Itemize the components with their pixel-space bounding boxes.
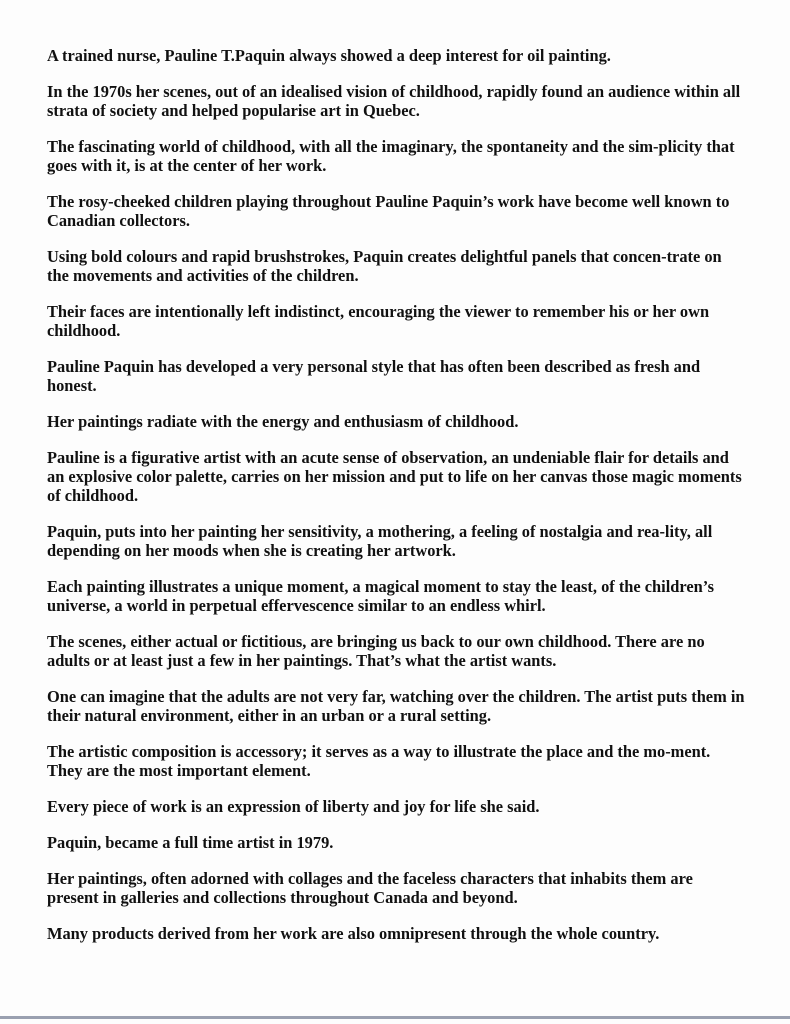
paragraph-energy: Her paintings radiate with the energy and enthusiasm of childhood. [47, 412, 519, 431]
paragraph-bold-colours: Using bold colours and rapid brushstrokes, Paquin creates delightful panels that concen-trate on the movements and activities of the children. [47, 247, 722, 285]
paragraph-liberty: Every piece of work is an expression of liberty and joy for life she said. [47, 797, 540, 816]
paragraph-full-time: Paquin, became a full time artist in 1979. [47, 833, 334, 852]
paragraph-unique-moment: Each painting illustrates a unique moment, a magical moment to stay the least, of the children’s universe, a world in perpetual effervescence similar to an endless whirl. [47, 577, 714, 615]
paragraph-childhood-world: The fascinating world of childhood, with all the imaginary, the spontaneity and the sim-plicity that goes with it, is at the center of her work. [47, 137, 735, 175]
paragraph-adults: One can imagine that the adults are not very far, watching over the children. The artist puts them in their natural environment, either in an urban or a rural setting. [47, 687, 745, 725]
paragraph-rosy-cheeked: The rosy-cheeked children playing throughout Pauline Paquin’s work have become well known to Canadian collectors. [47, 192, 730, 230]
paragraph-1970s: In the 1970s her scenes, out of an idealised vision of childhood, rapidly found an audience within all strata of society and helped popularise art in Quebec. [47, 82, 741, 120]
paragraph-composition: The artistic composition is accessory; it serves as a way to illustrate the place and the mo-ment. They are the most important element. [47, 742, 711, 780]
paragraph-scenes: The scenes, either actual or fictitious, are bringing us back to our own childhood. There are no adults or at least just a few in her paintings. That’s what the artist wants. [47, 632, 705, 670]
paragraph-galleries: Her paintings, often adorned with collages and the faceless characters that inhabits them are present in galleries and collections throughout Canada and beyond. [47, 869, 693, 907]
paragraph-products: Many products derived from her work are also omnipresent through the whole country. [47, 924, 660, 943]
paragraph-personal-style: Pauline Paquin has developed a very personal style that has often been described as fresh and honest. [47, 357, 701, 395]
paragraph-intro: A trained nurse, Pauline T.Paquin always showed a deep interest for oil painting. [47, 46, 611, 65]
document-body [47, 46, 747, 960]
paragraph-figurative-artist: Pauline is a figurative artist with an acute sense of observation, an undeniable flair for details and an explosive color palette, carries on her mission and put to life on her canvas those magic moments of childhood. [47, 448, 742, 505]
paragraph-sensitivity: Paquin, puts into her painting her sensitivity, a mothering, a feeling of nostalgia and rea-lity, all depending on her moods when she is creating her artwork. [47, 522, 713, 560]
paragraph-faces: Their faces are intentionally left indistinct, encouraging the viewer to remember his or her own childhood. [47, 302, 710, 340]
page-bottom-divider [0, 1016, 790, 1019]
